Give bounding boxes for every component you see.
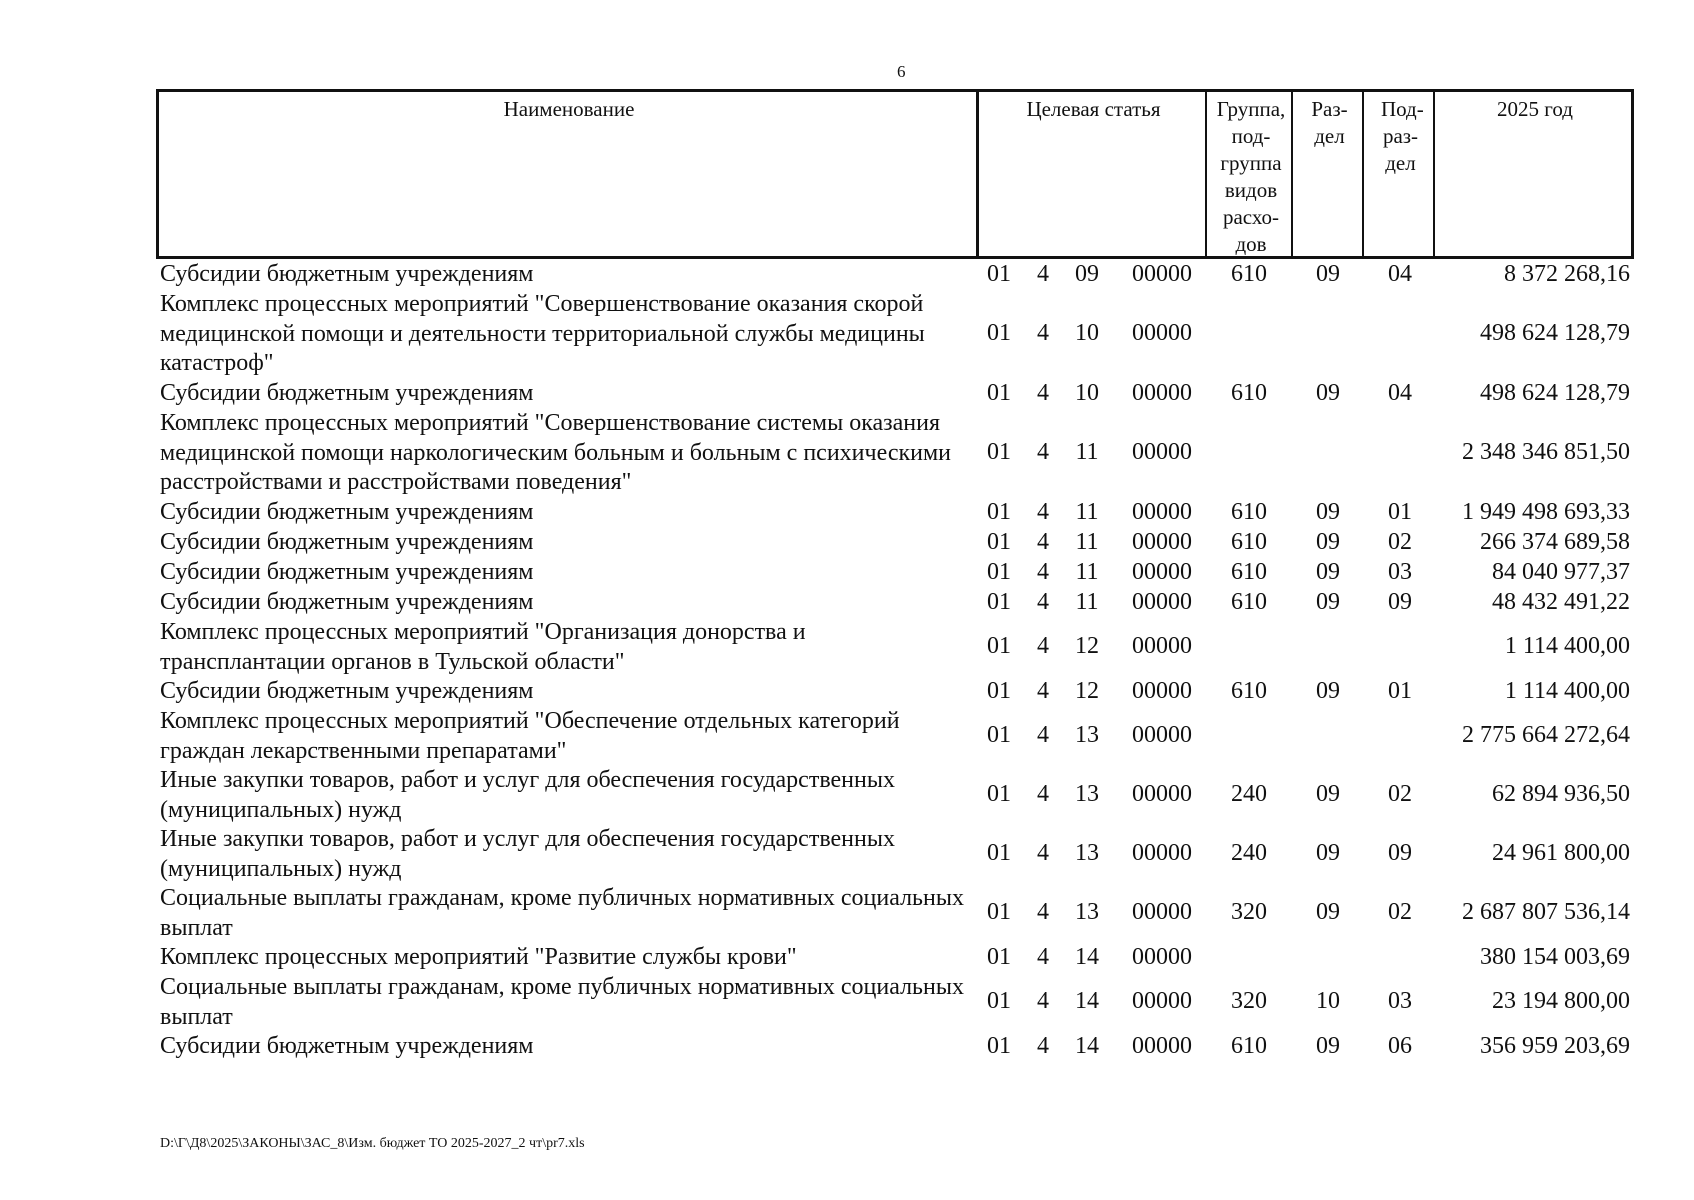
row-subsection xyxy=(1364,706,1436,765)
row-code-direction: 00000 xyxy=(1132,379,1192,406)
row-subsection xyxy=(1364,942,1436,972)
row-code-type: 4 xyxy=(1037,439,1049,465)
row-subsection: 02 xyxy=(1388,528,1412,555)
row-group: 610 xyxy=(1231,498,1267,525)
row-code-direction: 00000 xyxy=(1132,899,1192,925)
header-subsection: Под- раз- дел xyxy=(1381,97,1424,175)
row-code-type: 4 xyxy=(1037,840,1049,866)
table-row xyxy=(156,497,1634,527)
row-code-type: 4 xyxy=(1037,260,1049,287)
row-amount: 380 154 003,69 xyxy=(1480,943,1630,970)
row-code-complex: 11 xyxy=(1075,528,1099,555)
row-group: 240 xyxy=(1231,840,1267,866)
row-name: Социальные выплаты гражданам, кроме публичных нормативных социальных выплат xyxy=(160,885,964,941)
row-amount: 23 194 800,00 xyxy=(1492,988,1630,1014)
row-group: 240 xyxy=(1231,781,1267,807)
row-name: Субсидии бюджетным учреждениям xyxy=(160,559,534,585)
row-code-program: 01 xyxy=(987,633,1011,659)
row-code-program: 01 xyxy=(987,677,1011,704)
row-code-type: 4 xyxy=(1037,379,1049,406)
row-group: 320 xyxy=(1231,899,1267,925)
header-divider xyxy=(1362,89,1364,259)
row-subsection: 09 xyxy=(1388,588,1412,615)
row-section: 09 xyxy=(1316,379,1340,406)
row-name: Субсидии бюджетным учреждениям xyxy=(160,499,534,525)
row-amount: 498 624 128,79 xyxy=(1480,379,1630,406)
row-name: Социальные выплаты гражданам, кроме публичных нормативных социальных выплат xyxy=(160,974,964,1030)
row-amount: 8 372 268,16 xyxy=(1504,260,1630,287)
row-code-type: 4 xyxy=(1037,558,1049,585)
row-name: Субсидии бюджетным учреждениям xyxy=(160,261,534,287)
row-section: 09 xyxy=(1316,1032,1340,1059)
row-code-program: 01 xyxy=(987,899,1011,925)
header-divider xyxy=(1291,89,1293,259)
table-row xyxy=(156,765,1634,824)
header-divider xyxy=(1205,89,1207,259)
row-name: Комплекс процессных мероприятий "Совершенствование оказания скорой медицинской помощи и деятельности территориальной службы медицины катастроф" xyxy=(160,291,925,376)
row-group: 610 xyxy=(1231,379,1267,406)
row-amount: 48 432 491,22 xyxy=(1492,588,1630,615)
row-section: 09 xyxy=(1316,588,1340,615)
row-code-type: 4 xyxy=(1037,943,1049,970)
row-code-type: 4 xyxy=(1037,988,1049,1014)
row-code-type: 4 xyxy=(1037,320,1049,346)
header-divider xyxy=(1433,89,1435,259)
row-amount: 266 374 689,58 xyxy=(1480,528,1630,555)
row-section: 09 xyxy=(1316,781,1340,807)
row-section: 09 xyxy=(1316,558,1340,585)
row-section xyxy=(1292,289,1364,378)
header-divider xyxy=(976,89,979,259)
row-code-program: 01 xyxy=(987,722,1011,748)
row-code-complex: 13 xyxy=(1075,781,1099,807)
row-code-direction: 00000 xyxy=(1132,943,1192,970)
header-target-article: Целевая статья xyxy=(1026,97,1161,121)
row-section: 09 xyxy=(1316,677,1340,704)
row-code-program: 01 xyxy=(987,498,1011,525)
row-name: Субсидии бюджетным учреждениям xyxy=(160,589,534,615)
table-row xyxy=(156,942,1634,972)
row-code-direction: 00000 xyxy=(1132,988,1192,1014)
row-group: 610 xyxy=(1231,528,1267,555)
row-section: 09 xyxy=(1316,840,1340,866)
row-code-complex: 10 xyxy=(1075,379,1099,406)
row-code-complex: 14 xyxy=(1075,943,1099,970)
row-code-program: 01 xyxy=(987,379,1011,406)
row-amount: 1 114 400,00 xyxy=(1504,677,1630,704)
row-section xyxy=(1292,942,1364,972)
row-subsection: 06 xyxy=(1388,1032,1412,1059)
table-row xyxy=(156,259,1634,289)
row-code-complex: 12 xyxy=(1075,633,1099,659)
row-amount: 356 959 203,69 xyxy=(1480,1032,1630,1059)
row-amount: 62 894 936,50 xyxy=(1492,781,1630,807)
row-name: Субсидии бюджетным учреждениям xyxy=(160,380,534,406)
row-amount: 1 949 498 693,33 xyxy=(1462,498,1630,525)
row-name: Субсидии бюджетным учреждениям xyxy=(160,678,534,704)
row-name: Субсидии бюджетным учреждениям xyxy=(160,529,534,555)
table-row xyxy=(156,617,1634,676)
row-section: 09 xyxy=(1316,498,1340,525)
row-code-type: 4 xyxy=(1037,1032,1049,1059)
row-code-type: 4 xyxy=(1037,899,1049,925)
table-row xyxy=(156,706,1634,765)
row-group: 610 xyxy=(1231,260,1267,287)
table-row xyxy=(156,587,1634,617)
row-code-type: 4 xyxy=(1037,528,1049,555)
row-group xyxy=(1206,408,1292,497)
row-subsection: 04 xyxy=(1388,260,1412,287)
row-code-direction: 00000 xyxy=(1132,558,1192,585)
table-row xyxy=(156,824,1634,883)
row-code-complex: 13 xyxy=(1075,840,1099,866)
row-code-direction: 00000 xyxy=(1132,528,1192,555)
row-code-type: 4 xyxy=(1037,498,1049,525)
row-code-direction: 00000 xyxy=(1132,260,1192,287)
row-section xyxy=(1292,617,1364,676)
row-subsection xyxy=(1364,289,1436,378)
row-code-type: 4 xyxy=(1037,633,1049,659)
header-year: 2025 год xyxy=(1497,97,1573,121)
row-code-type: 4 xyxy=(1037,677,1049,704)
row-code-type: 4 xyxy=(1037,588,1049,615)
row-section: 09 xyxy=(1316,899,1340,925)
row-code-program: 01 xyxy=(987,943,1011,970)
row-code-direction: 00000 xyxy=(1132,677,1192,704)
table-row xyxy=(156,972,1634,1031)
row-section: 10 xyxy=(1316,988,1340,1014)
row-code-complex: 12 xyxy=(1075,677,1099,704)
row-code-program: 01 xyxy=(987,988,1011,1014)
table-header xyxy=(156,89,1634,259)
row-subsection: 03 xyxy=(1388,988,1412,1014)
row-amount: 2 687 807 536,14 xyxy=(1462,899,1630,925)
row-code-program: 01 xyxy=(987,781,1011,807)
row-code-program: 01 xyxy=(987,260,1011,287)
row-name: Комплекс процессных мероприятий "Организация донорства и трансплантации органов в Тульской области" xyxy=(160,619,806,675)
table-row xyxy=(156,883,1634,942)
row-amount: 1 114 400,00 xyxy=(1504,633,1630,659)
row-code-program: 01 xyxy=(987,558,1011,585)
row-code-complex: 09 xyxy=(1075,260,1099,287)
row-code-complex: 11 xyxy=(1075,439,1099,465)
row-code-type: 4 xyxy=(1037,781,1049,807)
row-subsection: 04 xyxy=(1388,379,1412,406)
row-code-program: 01 xyxy=(987,439,1011,465)
row-name: Комплекс процессных мероприятий "Совершенствование системы оказания медицинской помощи наркологическим больным и больным с психическими расстройствами и расстройствами поведения" xyxy=(160,410,952,495)
row-subsection: 02 xyxy=(1388,781,1412,807)
table-row xyxy=(156,1031,1634,1061)
table-row xyxy=(156,527,1634,557)
header-group: Группа, под- группа видов расхо- дов xyxy=(1216,97,1286,256)
row-name: Комплекс процессных мероприятий "Обеспечение отдельных категорий граждан лекарственными препаратами" xyxy=(160,708,900,764)
row-group: 610 xyxy=(1231,588,1267,615)
row-code-direction: 00000 xyxy=(1132,439,1192,465)
row-group: 610 xyxy=(1231,677,1267,704)
row-code-program: 01 xyxy=(987,1032,1011,1059)
row-code-complex: 10 xyxy=(1075,320,1099,346)
row-code-complex: 13 xyxy=(1075,722,1099,748)
row-code-complex: 14 xyxy=(1075,1032,1099,1059)
row-group: 320 xyxy=(1231,988,1267,1014)
file-path-footer: D:\Г\Д8\2025\ЗАКОНЫ\ЗАС_8\Изм. бюджет ТО 2025-2027_2 чт\pr7.xls xyxy=(160,1136,585,1151)
header-section: Раз- дел xyxy=(1311,97,1348,148)
table-row xyxy=(156,378,1634,408)
table-row xyxy=(156,408,1634,497)
row-amount: 24 961 800,00 xyxy=(1492,840,1630,866)
row-code-direction: 00000 xyxy=(1132,1032,1192,1059)
row-code-program: 01 xyxy=(987,528,1011,555)
row-group xyxy=(1206,942,1292,972)
page-number: 6 xyxy=(897,62,906,81)
row-name: Иные закупки товаров, работ и услуг для обеспечения государственных (муниципальных) нужд xyxy=(160,826,895,882)
row-code-complex: 11 xyxy=(1075,588,1099,615)
row-code-direction: 00000 xyxy=(1132,840,1192,866)
row-subsection: 09 xyxy=(1388,840,1412,866)
row-code-direction: 00000 xyxy=(1132,588,1192,615)
row-name: Иные закупки товаров, работ и услуг для обеспечения государственных (муниципальных) нужд xyxy=(160,767,895,823)
row-section: 09 xyxy=(1316,260,1340,287)
row-code-direction: 00000 xyxy=(1132,781,1192,807)
table-row xyxy=(156,676,1634,706)
row-section xyxy=(1292,706,1364,765)
row-name: Комплекс процессных мероприятий "Развитие службы крови" xyxy=(160,944,797,970)
row-subsection: 02 xyxy=(1388,899,1412,925)
row-group xyxy=(1206,289,1292,378)
row-code-program: 01 xyxy=(987,320,1011,346)
row-subsection: 03 xyxy=(1388,558,1412,585)
row-amount: 2 348 346 851,50 xyxy=(1462,439,1630,465)
row-subsection xyxy=(1364,408,1436,497)
row-amount: 498 624 128,79 xyxy=(1480,320,1630,346)
row-code-complex: 14 xyxy=(1075,988,1099,1014)
row-section: 09 xyxy=(1316,528,1340,555)
table-row xyxy=(156,557,1634,587)
row-amount: 84 040 977,37 xyxy=(1492,558,1630,585)
row-code-type: 4 xyxy=(1037,722,1049,748)
row-code-direction: 00000 xyxy=(1132,320,1192,346)
row-code-complex: 11 xyxy=(1075,558,1099,585)
row-code-program: 01 xyxy=(987,588,1011,615)
row-name: Субсидии бюджетным учреждениям xyxy=(160,1033,534,1059)
row-code-program: 01 xyxy=(987,840,1011,866)
row-code-complex: 11 xyxy=(1075,498,1099,525)
row-group xyxy=(1206,706,1292,765)
table-body xyxy=(156,259,1634,1061)
header-name: Наименование xyxy=(503,97,635,121)
row-code-complex: 13 xyxy=(1075,899,1099,925)
row-group: 610 xyxy=(1231,1032,1267,1059)
row-code-direction: 00000 xyxy=(1132,498,1192,525)
row-group: 610 xyxy=(1231,558,1267,585)
table-row xyxy=(156,289,1634,378)
row-subsection: 01 xyxy=(1388,498,1412,525)
row-code-direction: 00000 xyxy=(1132,633,1192,659)
row-section xyxy=(1292,408,1364,497)
row-code-direction: 00000 xyxy=(1132,722,1192,748)
row-amount: 2 775 664 272,64 xyxy=(1462,722,1630,748)
row-subsection xyxy=(1364,617,1436,676)
row-subsection: 01 xyxy=(1388,677,1412,704)
row-group xyxy=(1206,617,1292,676)
